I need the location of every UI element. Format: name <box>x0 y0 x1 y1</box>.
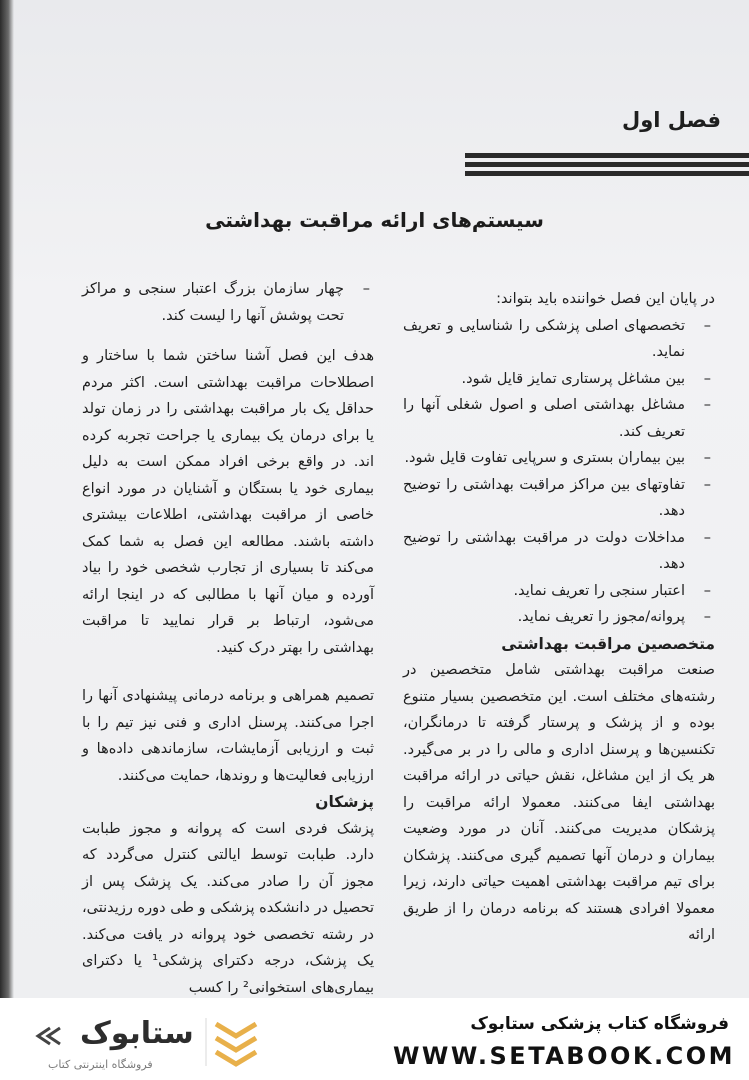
section-heading-physicians: پزشکان <box>315 793 374 811</box>
objective-text: چهار سازمان بزرگ اعتبار سنجی و مراکز تحت پوشش آنها را لیست کند. <box>82 281 344 324</box>
objective-item <box>403 472 715 525</box>
professionals-paragraph: صنعت مراقبت بهداشتی شامل متخصصین در رشته‌های مختلف است. این متخصصین بسیار متنوع بوده و از پزشک و پرستار گرفته تا درمانگران، تکنسین‌ها و پرسنل اداری و مالی را در بر می‌گیرد. هر یک از این مشاغل، نقش حیاتی در ارائه مراقبت بهداشتی ایفا می‌کنند. معمولا ارائه مراقبت را پزشکان مدیریت می‌کنند. آنان در مورد وضعیت بیماران و درمان آنها تصمیم گیری می‌کنند. پزشکان برای تیم مراقبت بهداشتی اهمیت حیاتی دارند، زیرا معمولا افرادی هستند که برنامه درمان را از طریق ارائه <box>403 662 715 943</box>
objective-text: پروانه/مجوز را تعریف نماید. <box>517 609 685 625</box>
store-url-link[interactable]: WWW.SETABOOK.COM <box>392 1042 735 1070</box>
chapter-bar <box>465 153 749 158</box>
objective-text: مداخلات دولت در مراقبت بهداشتی را توضیح دهد. <box>403 529 685 572</box>
objective-text: اعتبار سنجی را تعریف نماید. <box>513 582 685 599</box>
objective-text: مشاغل بهداشتی اصلی و اصول شغلی آنها را تعریف کند. <box>403 397 685 440</box>
dash-bullet: – <box>703 397 711 413</box>
logo-subtitle: فروشگاه اینترنتی کتاب <box>48 1058 153 1071</box>
physicians-paragraph: پزشک فردی است که پروانه و مجوز طبابت دارد. طبابت توسط ایالتی کنترل می‌گردد که مجوز آن را صادر می‌کند. یک پزشک پس از تحصیل در دانشکده پزشکی و طی دوره رزیدنتی، در رشته تخصصی خود پروانه در یافت می‌کند. یک پزشک، درجه دکترای پزشکی¹ یا دکترای بیماری‌های استخوانی² را کسب <box>82 820 374 996</box>
objective-item <box>403 392 715 445</box>
dash-bullet: – <box>703 450 711 466</box>
store-name: فروشگاه کتاب پزشکی ستابوک <box>470 1014 729 1034</box>
store-logo[interactable] <box>20 1008 260 1072</box>
chapter-bar <box>465 171 749 176</box>
dash-bullet: – <box>703 582 711 599</box>
left-column <box>82 276 374 998</box>
objective-item <box>403 578 715 605</box>
dash-bullet: – <box>703 476 711 493</box>
chapter-title: سیستم‌های ارائه مراقبت بهداشتی <box>205 208 544 232</box>
right-column <box>403 286 715 949</box>
dash-bullet: – <box>703 317 711 334</box>
objective-text: بین بیماران بستری و سرپایی تفاوت قایل شود. <box>404 450 685 466</box>
objective-item <box>403 366 715 393</box>
objective-text: بین مشاغل پرستاری تمایز قایل شود. <box>461 370 685 387</box>
objective-item <box>403 445 715 472</box>
objective-item <box>403 604 715 631</box>
intro-paragraph: هدف این فصل آشنا ساختن شما با ساختار و اصطلاحات مراقبت بهداشتی است. اکثر مردم حداقل یک بار مراقبت بهداشتی را در زمان تولد یا برای درمان یک بیماری یا جراحت تجربه کرده اند. در واقع برخی افراد ممکن است به دلیل بیماری خود یا بستگان و آشنایان در مورد انواع خاصی از مراقبت بهداشتی، اطلاعات بیشتری داشته باشند. مطالعه این فصل به شما کمک می‌کند تا بسیاری از تجارب شخصی خود را بیاد آورده و میان آنها با مطالبی که در اینجا ارائه می‌شود، ارتباط بر قرار نمایید تا مراقبت بهداشتی را بهتر درک کنید. <box>82 348 374 656</box>
store-footer <box>0 998 749 1080</box>
dash-bullet: – <box>703 370 711 387</box>
objective-text: تفاوتهای بین مراکز مراقبت بهداشتی را توضیح دهد. <box>403 476 685 519</box>
objective-item <box>403 313 715 366</box>
objective-item <box>82 276 374 329</box>
dash-bullet: – <box>703 609 711 625</box>
chapter-bar <box>465 162 749 167</box>
team-paragraph: تصمیم همراهی و برنامه درمانی پیشنهادی آنها را اجرا می‌کنند. پرسنل اداری و فنی نیز تیم را با ثبت و ارزیابی آزمایشات، سازماندهی داده‌ها و ارزیابی فعالیت‌ها و روندها، حمایت می‌کنند. <box>82 688 374 784</box>
chapter-bars <box>465 153 749 180</box>
objective-text: تخصصهای اصلی پزشکی را شناسایی و تعریف نماید. <box>403 317 685 360</box>
objectives-list <box>403 313 715 631</box>
logo-brand-text: ستابوک <box>80 1016 194 1051</box>
section-heading-professionals: متخصصین مراقبت بهداشتی <box>501 634 715 653</box>
dash-bullet: – <box>362 281 370 297</box>
chapter-label: فصل اول <box>622 108 721 132</box>
objectives-intro: در پایان این فصل خواننده باید بتواند: <box>496 291 715 307</box>
objective-item <box>403 525 715 578</box>
dash-bullet: – <box>703 529 711 546</box>
bleed-through-text <box>169 8 689 34</box>
